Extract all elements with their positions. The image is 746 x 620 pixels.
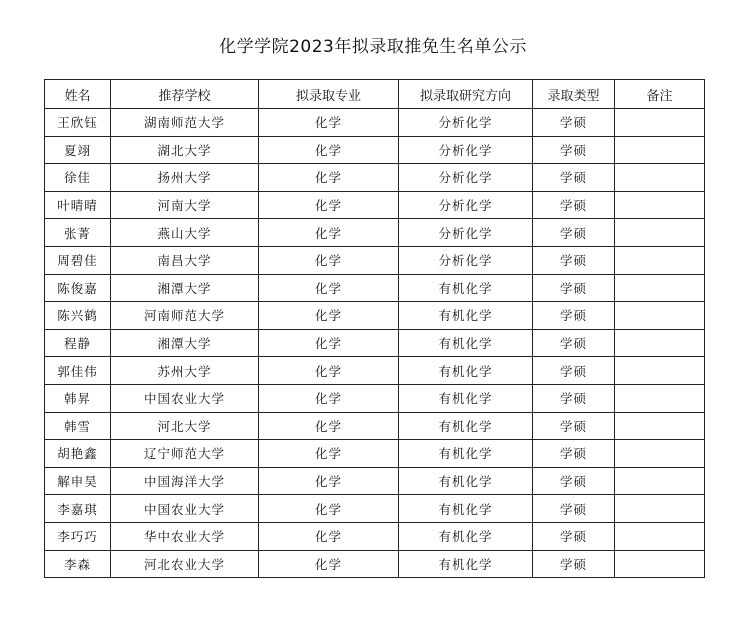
- cell-remark: [615, 467, 705, 495]
- cell-name: 陈兴鹤: [45, 302, 111, 330]
- cell-name: 胡艳鑫: [45, 440, 111, 468]
- header-remark: 备注: [615, 80, 705, 109]
- cell-type: 学硕: [533, 495, 615, 523]
- table-row: [45, 495, 705, 523]
- page-title: 化学学院2023年拟录取推免生名单公示: [219, 37, 527, 57]
- cell-major: 化学: [259, 136, 399, 164]
- cell-school: 河北大学: [111, 412, 259, 440]
- cell-major: 化学: [259, 384, 399, 412]
- cell-type: 学硕: [533, 522, 615, 550]
- table-row: [45, 191, 705, 219]
- cell-name: 程静: [45, 329, 111, 357]
- cell-direction: 分析化学: [399, 164, 533, 192]
- cell-major: 化学: [259, 329, 399, 357]
- table-row: [45, 302, 705, 330]
- cell-major: 化学: [259, 164, 399, 192]
- cell-direction: 有机化学: [399, 495, 533, 523]
- cell-school: 湖南师范大学: [111, 109, 259, 137]
- header-name: 姓名: [45, 80, 111, 109]
- cell-type: 学硕: [533, 136, 615, 164]
- header-school: 推荐学校: [111, 80, 259, 109]
- cell-major: 化学: [259, 550, 399, 578]
- cell-school: 河南大学: [111, 191, 259, 219]
- cell-name: 夏翊: [45, 136, 111, 164]
- cell-type: 学硕: [533, 357, 615, 385]
- table-row: [45, 412, 705, 440]
- cell-school: 燕山大学: [111, 219, 259, 247]
- cell-school: 河北农业大学: [111, 550, 259, 578]
- cell-type: 学硕: [533, 164, 615, 192]
- cell-type: 学硕: [533, 274, 615, 302]
- cell-type: 学硕: [533, 219, 615, 247]
- cell-school: 湘潭大学: [111, 329, 259, 357]
- table-row: [45, 136, 705, 164]
- cell-name: 李巧巧: [45, 522, 111, 550]
- table-row: [45, 357, 705, 385]
- cell-type: 学硕: [533, 384, 615, 412]
- cell-major: 化学: [259, 246, 399, 274]
- cell-type: 学硕: [533, 550, 615, 578]
- table-row: [45, 522, 705, 550]
- cell-remark: [615, 384, 705, 412]
- cell-direction: 分析化学: [399, 109, 533, 137]
- cell-remark: [615, 274, 705, 302]
- cell-name: 韩雪: [45, 412, 111, 440]
- cell-school: 中国海洋大学: [111, 467, 259, 495]
- table-row: [45, 467, 705, 495]
- cell-direction: 有机化学: [399, 274, 533, 302]
- cell-remark: [615, 550, 705, 578]
- cell-school: 南昌大学: [111, 246, 259, 274]
- cell-school: 中国农业大学: [111, 384, 259, 412]
- cell-name: 张菁: [45, 219, 111, 247]
- cell-name: 陈俊嘉: [45, 274, 111, 302]
- cell-remark: [615, 329, 705, 357]
- cell-school: 中国农业大学: [111, 495, 259, 523]
- cell-remark: [615, 246, 705, 274]
- cell-remark: [615, 164, 705, 192]
- cell-school: 华中农业大学: [111, 522, 259, 550]
- table-row: [45, 440, 705, 468]
- cell-type: 学硕: [533, 467, 615, 495]
- cell-direction: 分析化学: [399, 246, 533, 274]
- cell-direction: 有机化学: [399, 357, 533, 385]
- cell-remark: [615, 191, 705, 219]
- admission-list-table: [44, 79, 705, 578]
- cell-remark: [615, 440, 705, 468]
- cell-major: 化学: [259, 467, 399, 495]
- cell-major: 化学: [259, 191, 399, 219]
- cell-school: 湖北大学: [111, 136, 259, 164]
- table-row: [45, 329, 705, 357]
- cell-remark: [615, 109, 705, 137]
- cell-direction: 分析化学: [399, 136, 533, 164]
- cell-remark: [615, 302, 705, 330]
- cell-school: 河南师范大学: [111, 302, 259, 330]
- table-row: [45, 164, 705, 192]
- cell-direction: 分析化学: [399, 219, 533, 247]
- cell-name: 李嘉琪: [45, 495, 111, 523]
- cell-type: 学硕: [533, 109, 615, 137]
- cell-remark: [615, 219, 705, 247]
- table-row: [45, 274, 705, 302]
- cell-direction: 有机化学: [399, 302, 533, 330]
- table-row: [45, 246, 705, 274]
- header-row: [45, 80, 705, 109]
- cell-name: 李森: [45, 550, 111, 578]
- cell-name: 徐佳: [45, 164, 111, 192]
- cell-name: 周碧佳: [45, 246, 111, 274]
- cell-type: 学硕: [533, 412, 615, 440]
- cell-major: 化学: [259, 440, 399, 468]
- cell-major: 化学: [259, 412, 399, 440]
- cell-direction: 有机化学: [399, 412, 533, 440]
- cell-school: 辽宁师范大学: [111, 440, 259, 468]
- cell-school: 苏州大学: [111, 357, 259, 385]
- table-row: [45, 550, 705, 578]
- header-major: 拟录取专业: [259, 80, 399, 109]
- cell-remark: [615, 357, 705, 385]
- cell-school: 扬州大学: [111, 164, 259, 192]
- cell-name: 叶晴晴: [45, 191, 111, 219]
- cell-type: 学硕: [533, 329, 615, 357]
- table-header: [45, 80, 705, 109]
- cell-major: 化学: [259, 219, 399, 247]
- cell-type: 学硕: [533, 246, 615, 274]
- cell-major: 化学: [259, 357, 399, 385]
- cell-type: 学硕: [533, 302, 615, 330]
- table-row: [45, 384, 705, 412]
- cell-remark: [615, 412, 705, 440]
- cell-major: 化学: [259, 109, 399, 137]
- cell-major: 化学: [259, 495, 399, 523]
- cell-name: 解申昊: [45, 467, 111, 495]
- cell-direction: 有机化学: [399, 384, 533, 412]
- cell-direction: 有机化学: [399, 467, 533, 495]
- table-row: [45, 109, 705, 137]
- cell-type: 学硕: [533, 440, 615, 468]
- table-row: [45, 219, 705, 247]
- cell-name: 王欣钰: [45, 109, 111, 137]
- cell-type: 学硕: [533, 191, 615, 219]
- cell-major: 化学: [259, 522, 399, 550]
- cell-direction: 有机化学: [399, 522, 533, 550]
- header-type: 录取类型: [533, 80, 615, 109]
- cell-remark: [615, 495, 705, 523]
- cell-name: 郭佳伟: [45, 357, 111, 385]
- table-body: [45, 109, 705, 578]
- cell-major: 化学: [259, 302, 399, 330]
- cell-direction: 分析化学: [399, 191, 533, 219]
- cell-school: 湘潭大学: [111, 274, 259, 302]
- cell-name: 韩昇: [45, 384, 111, 412]
- cell-major: 化学: [259, 274, 399, 302]
- cell-direction: 有机化学: [399, 329, 533, 357]
- cell-direction: 有机化学: [399, 440, 533, 468]
- cell-remark: [615, 522, 705, 550]
- cell-remark: [615, 136, 705, 164]
- header-direction: 拟录取研究方向: [399, 80, 533, 109]
- cell-direction: 有机化学: [399, 550, 533, 578]
